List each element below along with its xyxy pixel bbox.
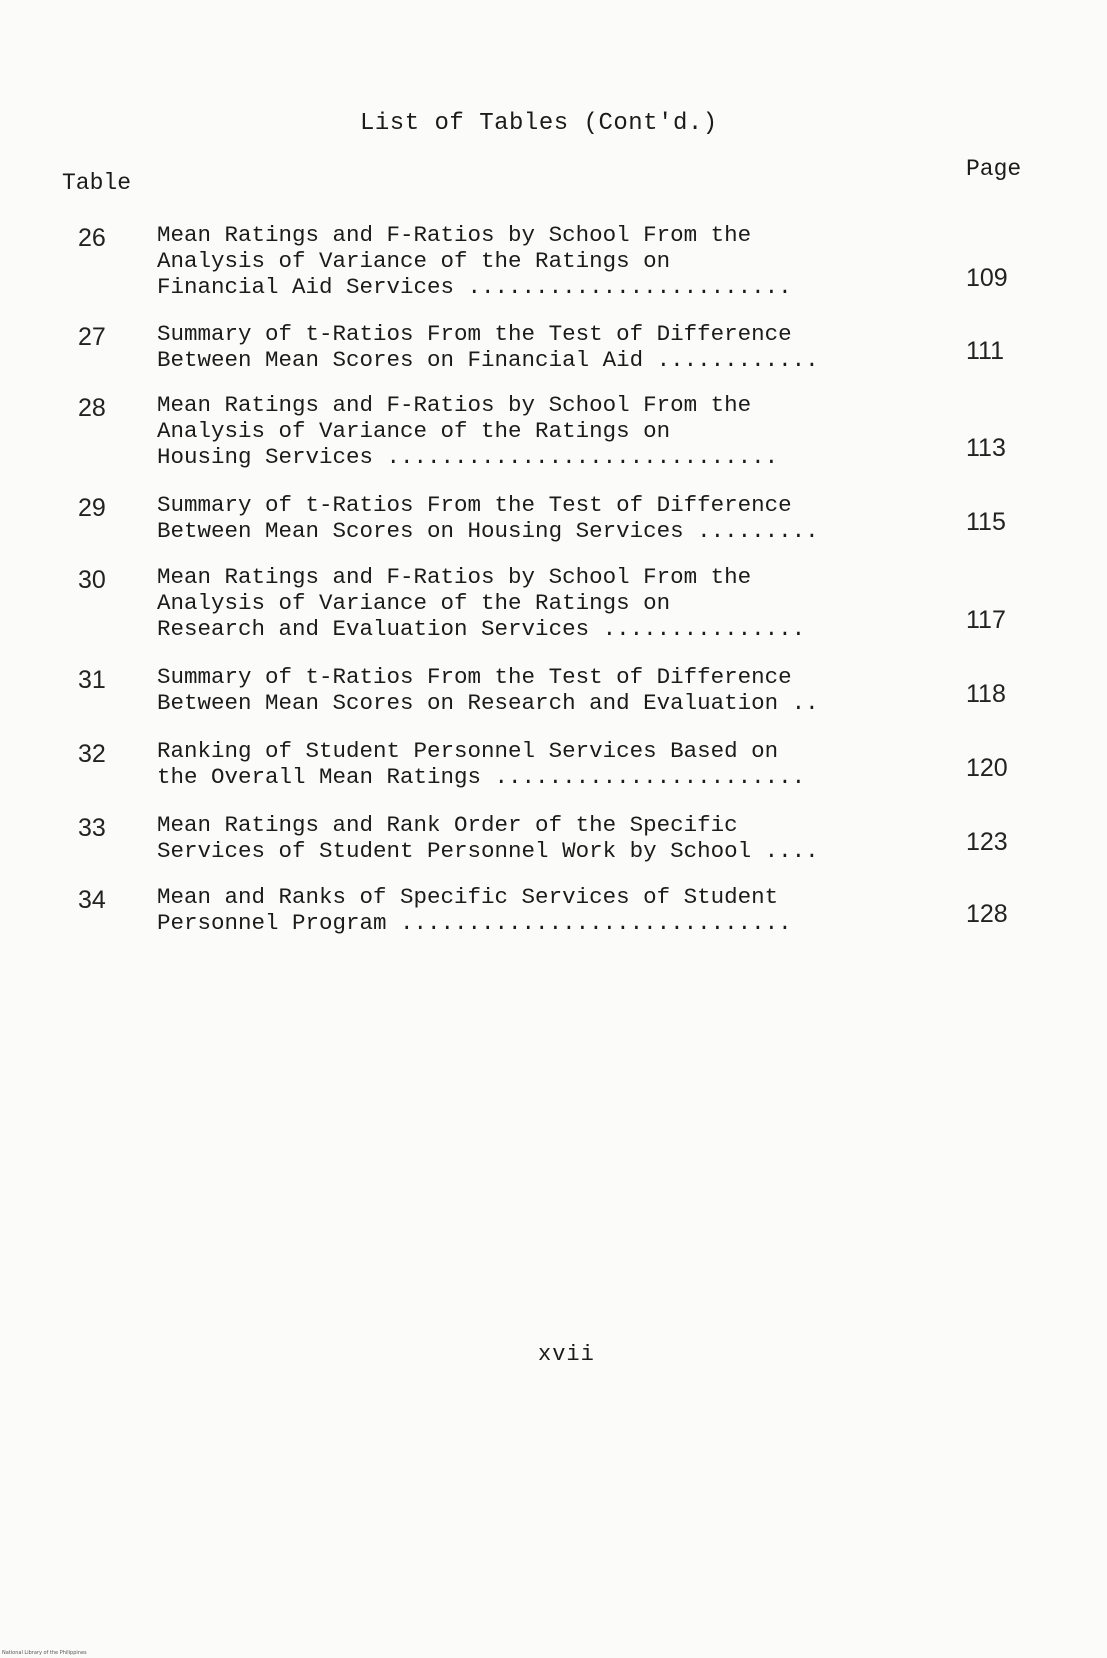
- caption-line: Analysis of Variance of the Ratings on: [157, 590, 671, 616]
- page-reference: 120: [966, 754, 1008, 782]
- caption-line: Summary of t-Ratios From the Test of Difference: [157, 492, 792, 518]
- table-number: 33: [78, 814, 106, 842]
- page-reference: 111: [966, 337, 1005, 365]
- page-reference: 109: [966, 264, 1008, 292]
- caption-line: Mean and Ranks of Specific Services of Student: [157, 884, 779, 910]
- caption-line: Mean Ratings and F-Ratios by School From the: [157, 392, 752, 418]
- caption-line: Between Mean Scores on Financial Aid ............: [157, 347, 819, 373]
- caption-line: Between Mean Scores on Research and Evaluation ..: [157, 690, 819, 716]
- caption-line: Mean Ratings and Rank Order of the Specific: [157, 812, 738, 838]
- caption-line: Personnel Program .............................: [157, 910, 792, 936]
- caption-line: Summary of t-Ratios From the Test of Difference: [157, 321, 792, 347]
- caption-line: Mean Ratings and F-Ratios by School From the: [157, 222, 752, 248]
- table-number: 29: [78, 494, 106, 522]
- table-caption: [157, 664, 937, 716]
- page-reference: 123: [966, 828, 1008, 856]
- table-number: 28: [78, 394, 106, 422]
- caption-line: Mean Ratings and F-Ratios by School From the: [157, 564, 752, 590]
- caption-line: Ranking of Student Personnel Services Based on: [157, 738, 779, 764]
- page-reference: 128: [966, 900, 1008, 928]
- table-caption: [157, 738, 937, 790]
- caption-line: Services of Student Personnel Work by School ....: [157, 838, 819, 864]
- caption-line: Analysis of Variance of the Ratings on: [157, 248, 671, 274]
- page-reference: 113: [966, 434, 1006, 462]
- table-caption: [157, 812, 937, 864]
- caption-line: the Overall Mean Ratings .......................: [157, 764, 806, 790]
- caption-line: Housing Services .............................: [157, 444, 779, 470]
- caption-line: Analysis of Variance of the Ratings on: [157, 418, 671, 444]
- table-caption: [157, 392, 937, 470]
- page-number: xvii: [538, 1342, 595, 1367]
- caption-line: Summary of t-Ratios From the Test of Difference: [157, 664, 792, 690]
- table-number: 27: [78, 323, 106, 351]
- table-caption: [157, 884, 937, 936]
- column-header-table: Table: [62, 170, 132, 196]
- source-note: National Library of the Philippines: [2, 1650, 87, 1656]
- page-reference: 117: [966, 606, 1006, 634]
- column-header-page: Page: [966, 156, 1022, 182]
- table-caption: [157, 492, 937, 544]
- table-number: 32: [78, 740, 106, 768]
- caption-line: Financial Aid Services ........................: [157, 274, 792, 300]
- table-number: 26: [78, 224, 106, 252]
- page-reference: 118: [966, 680, 1006, 708]
- page-title: List of Tables (Cont'd.): [360, 110, 718, 137]
- caption-line: Between Mean Scores on Housing Services .........: [157, 518, 819, 544]
- caption-line: Research and Evaluation Services ...............: [157, 616, 806, 642]
- table-caption: [157, 321, 937, 373]
- table-caption: [157, 222, 937, 300]
- table-number: 34: [78, 886, 106, 914]
- table-caption: [157, 564, 937, 642]
- table-number: 30: [78, 566, 106, 594]
- page-reference: 115: [966, 508, 1006, 536]
- table-number: 31: [78, 666, 106, 694]
